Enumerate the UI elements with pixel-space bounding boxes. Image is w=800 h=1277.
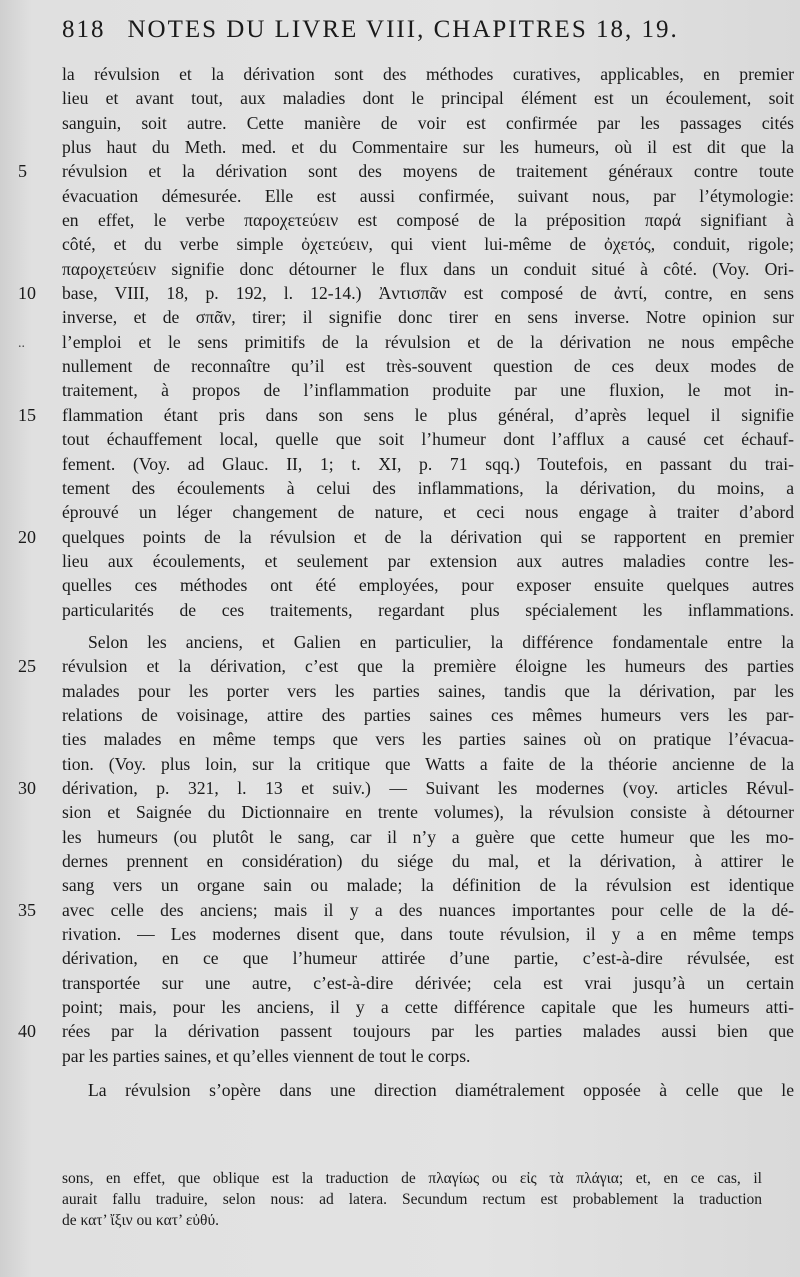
text-line <box>0 752 794 776</box>
text-line <box>0 62 794 86</box>
text-line <box>0 727 794 751</box>
line-text: tement des écoulements à celui des inflammations, la dérivation, du moins, a <box>62 477 794 498</box>
line-text: nullement de reconnaître qu’il est très-souvent question de ces deux modes de <box>62 356 794 377</box>
line-text: dérivation, en ce que l’humeur attirée d’une partie, c’est-à-dire révulsée, est <box>62 948 794 969</box>
text-line <box>0 354 794 378</box>
line-number: 25 <box>18 656 36 677</box>
text-line <box>0 403 794 427</box>
line-text: l’emploi et le sens primitifs de la révulsion et de la dérivation ne nous empêche <box>62 331 794 352</box>
line-text: relations de voisinage, attire des parties saines ces mêmes humeurs vers les par- <box>62 704 794 725</box>
line-number: 15 <box>18 404 36 425</box>
footnote-line: sons, en effet, que oblique est la traduction de πλαγίως ou εἰς τὰ πλάγια; et, en ce cas, il <box>62 1170 762 1187</box>
text-line <box>0 452 794 476</box>
line-number: 35 <box>18 899 36 920</box>
line-text: sion et Saignée du Dictionnaire en trente volumes), la révulsion consiste à détourner <box>62 802 794 823</box>
line-text: tion. (Voy. plus loin, sur la critique que Watts a faite de la théorie ancienne de la <box>62 753 794 774</box>
text-line <box>0 800 794 824</box>
line-text: par les parties saines, et qu’elles viennent de tout le corps. <box>62 1045 471 1066</box>
text-line <box>0 111 794 135</box>
text-line <box>0 159 794 183</box>
line-text: quelles ces méthodes ont été employées, pour exposer ensuite quelques autres <box>62 575 794 596</box>
text-line <box>0 1019 794 1043</box>
line-text: flammation étant pris dans son sens le plus général, d’après lequel il signifie <box>62 404 794 425</box>
line-text: ties malades en même temps que vers les parties saines où on pratique l’évacua- <box>62 729 794 750</box>
line-text: lieu aux écoulements, et seulement par extension aux autres maladies contre les- <box>62 550 794 571</box>
page-title: NOTES DU LIVRE VIII, CHAPITRES 18, 19. <box>127 16 679 43</box>
line-text: plus haut du Meth. med. et du Commentaire sur les humeurs, où il est dit que la <box>62 137 794 158</box>
line-text: malades pour les porter vers les parties saines, tandis que la dérivation, par les <box>62 680 794 701</box>
line-text: dernes prennent en considération) du siége du mal, et la dérivation, à attirer le <box>62 851 794 871</box>
text-line <box>0 922 794 946</box>
line-text: les humeurs (ou plutôt le sang, car il n’y a guère que cette humeur que les mo- <box>62 826 794 847</box>
text-line <box>0 654 794 678</box>
line-text: avec celle des anciens; mais il y a des nuances importantes pour celle de la dé- <box>62 899 794 920</box>
text-line <box>0 500 794 524</box>
text-line <box>0 630 794 654</box>
footnote-line: de κατ’ ἴξιν ou κατ’ εὐθύ. <box>62 1212 219 1229</box>
line-text: rées par la dérivation passent toujours par les parties malades aussi bien que <box>62 1021 794 1042</box>
text-line <box>0 232 794 256</box>
footnote-line: aurait fallu traduire, selon nous: ad latera. Secundum rectum est probablement la traduction <box>62 1191 762 1208</box>
line-text: lieu et avant tout, aux maladies dont le principal élément est un écoulement, soit <box>62 88 794 109</box>
footnote-block <box>0 1168 800 1231</box>
text-line <box>0 873 794 897</box>
line-text: tout échauffement local, quelle que soit l’humeur dont l’afflux a causé cet échauf- <box>62 429 794 450</box>
text-line <box>0 208 794 232</box>
line-text: base, VIII, 18, p. 192, l. 12-14.) Ἀντισπᾶν est composé de ἀντί, contre, en sens <box>62 283 794 304</box>
line-text: sanguin, soit autre. Cette manière de voir est confirmée par les passages cités <box>62 112 794 133</box>
line-text: rivation. — Les modernes disent que, dans toute révulsion, il y a en même temps <box>62 924 794 945</box>
line-text: Selon les anciens, et Galien en particulier, la différence fondamentale entre la <box>88 631 794 652</box>
main-text <box>0 62 800 1102</box>
text-line <box>0 86 794 110</box>
text-line <box>0 549 794 573</box>
text-line <box>0 135 794 159</box>
line-text: traitement, à propos de l’inflammation produite par une fluxion, le mot in- <box>62 380 794 401</box>
line-text: sang vers un organe sain ou malade; la définition de la révulsion est identique <box>62 875 794 896</box>
text-line <box>0 995 794 1019</box>
line-text: dérivation, p. 321, l. 13 et suiv.) — Suivant les modernes (voy. articles Révul- <box>62 777 794 798</box>
text-line <box>0 476 794 500</box>
line-text: la révulsion et la dérivation sont des méthodes curatives, applicables, en premier <box>62 64 794 84</box>
text-line <box>0 898 794 922</box>
line-text: éprouvé un léger changement de nature, et ceci nous engage à traiter d’abord <box>62 502 794 523</box>
text-line <box>0 184 794 208</box>
text-line <box>0 573 794 597</box>
text-line <box>0 679 794 703</box>
text-line <box>0 946 794 970</box>
line-number: 10 <box>18 283 36 304</box>
text-line <box>0 1078 794 1102</box>
line-number: 40 <box>18 1021 36 1042</box>
text-line <box>0 703 794 727</box>
text-line <box>0 305 794 329</box>
line-number: 5 <box>18 161 27 182</box>
text-line <box>0 378 794 402</box>
text-line <box>0 1044 794 1068</box>
line-text: point; mais, pour les anciens, il y a cette différence capitale que les humeurs atti- <box>62 997 794 1018</box>
text-line <box>0 971 794 995</box>
line-text: transportée sur une autre, c’est-à-dire dérivée; cela est vrai jusqu’à un certain <box>62 972 794 993</box>
text-line <box>0 849 794 873</box>
line-text: révulsion et la dérivation, c’est que la première éloigne les humeurs des parties <box>62 656 794 677</box>
line-text: La révulsion s’opère dans une direction diamétralement opposée à celle que le <box>88 1080 794 1101</box>
margin-mark: .. <box>18 336 25 351</box>
line-text: côté, et du verbe simple ὀχετεύειν, qui vient lui-même de ὀχετός, conduit, rigole; <box>62 234 794 255</box>
line-text: inverse, et de σπᾶν, tirer; il signifie donc tirer en sens inverse. Notre opinion sur <box>62 307 794 328</box>
line-text: évacuation démesurée. Elle est aussi confirmée, suivant nous, par l’étymologie: <box>62 185 794 206</box>
text-line <box>0 525 794 549</box>
line-text: fement. (Voy. ad Glauc. II, 1; t. XI, p. 71 sqq.) Toutefois, en passant du trai- <box>62 453 794 474</box>
line-text: παροχετεύειν signifie donc détourner le flux dans un conduit situé à côté. (Voy. Ori- <box>62 258 794 279</box>
line-number: 30 <box>18 777 36 798</box>
text-line <box>0 427 794 451</box>
text-line <box>0 825 794 849</box>
text-line <box>0 776 794 800</box>
text-line <box>0 257 794 281</box>
line-text: particularités de ces traitements, regardant plus spécialement les inflammations. <box>62 599 794 620</box>
page-number: 818 <box>62 16 106 43</box>
text-line <box>0 598 794 622</box>
text-line <box>0 330 794 354</box>
running-header <box>62 16 782 44</box>
text-line <box>0 281 794 305</box>
line-text: révulsion et la dérivation sont des moyens de traitement généraux contre toute <box>62 161 794 182</box>
line-text: en effet, le verbe παροχετεύειν est composé de la préposition παρά signifiant à <box>62 210 794 231</box>
line-number: 20 <box>18 526 36 547</box>
line-text: quelques points de la révulsion et de la dérivation qui se rapportent en premier <box>62 526 794 547</box>
